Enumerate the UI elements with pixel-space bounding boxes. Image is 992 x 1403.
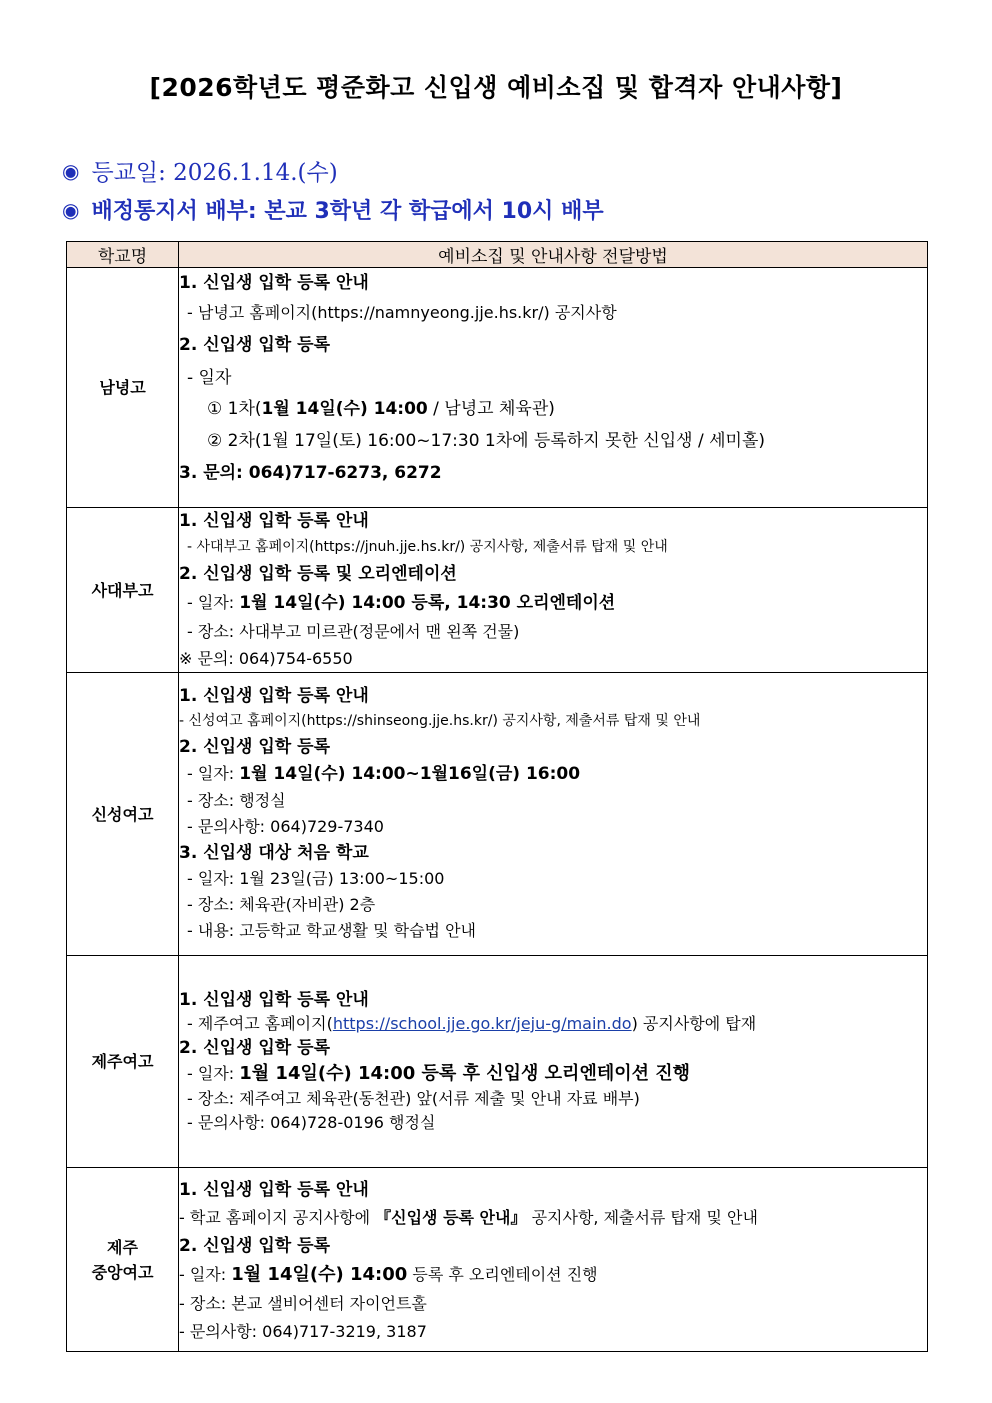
section-heading: 2. 신입생 입학 등록 [179, 737, 330, 757]
section-heading: 2. 신입생 입학 등록 [179, 335, 330, 355]
detail-text: - 일자: [187, 764, 240, 783]
detail-line: - 내용: 고등학교 학교생활 및 학습법 안내 [187, 921, 476, 940]
school-name: 남녕고 [67, 268, 179, 508]
detail-line: - 장소: 행정실 [187, 791, 286, 810]
school-details [179, 673, 928, 956]
detail-text: ① 1차( [207, 399, 262, 419]
section-heading: 1. 신입생 입학 등록 안내 [179, 511, 369, 531]
detail-line: - 문의사항: 064)729-7340 [187, 817, 384, 836]
school-details [179, 956, 928, 1168]
detail-emphasis: 1월 14일(수) 14:00 [261, 399, 428, 419]
header-school: 학교명 [67, 242, 179, 268]
detail-line: - 일자 [187, 368, 232, 388]
detail-line: - 장소: 본교 샐비어센터 자이언트홀 [179, 1294, 427, 1313]
circled-dot-icon: ◉ [62, 197, 80, 222]
table-row [67, 508, 928, 673]
school-name-line: 중앙여고 [91, 1262, 154, 1282]
school-details [179, 1168, 928, 1352]
document-title: [2026학년도 평준화고 신입생 예비소집 및 합격자 안내사항] [149, 73, 843, 102]
table-row [67, 956, 928, 1168]
detail-line: - 신성여고 홈페이지(https://shinseong.jje.hs.kr/) 공지사항, 제출서류 탑재 및 안내 [179, 713, 701, 729]
school-name: 제주여고 [67, 956, 179, 1168]
bullet-attendance-date [62, 154, 338, 187]
table-row [67, 673, 928, 956]
detail-text: - 학교 홈페이지 공지사항에 [179, 1208, 376, 1227]
detail-text: - 일자: [179, 1265, 232, 1284]
table-header-row [67, 242, 928, 268]
detail-text: 공지사항, 제출서류 탑재 및 안내 [526, 1208, 758, 1227]
detail-line [179, 1204, 927, 1232]
detail-line: - 남녕고 홈페이지(https://namnyeong.jje.hs.kr/) 공지사항 [187, 303, 617, 322]
detail-line: ※ 문의: 064)754-6550 [179, 649, 353, 668]
detail-line: ② 2차(1월 17일(토) 16:00~17:30 1차에 등록하지 못한 신입생 / 세미홀) [207, 431, 766, 451]
detail-text: 3. 문의: [179, 463, 249, 483]
detail-line [179, 760, 927, 788]
school-name: 사대부고 [67, 508, 179, 673]
detail-line: - 문의사항: 064)728-0196 행정실 [187, 1113, 436, 1132]
section-heading: 2. 신입생 입학 등록 및 오리엔테이션 [179, 564, 457, 584]
detail-line: - 장소: 사대부고 미르관(정문에서 맨 왼쪽 건물) [187, 622, 520, 641]
school-name-line: 제주 [107, 1237, 138, 1257]
detail-text: - 일자: [187, 869, 240, 888]
table-row [67, 268, 928, 508]
detail-line: - 사대부고 홈페이지(https://jnuh.jje.hs.kr/) 공지사항, 제출서류 탑재 및 안내 [187, 539, 668, 555]
bullet-assignment-notice [62, 194, 604, 225]
detail-text: ) 공지사항에 탑재 [631, 1014, 757, 1033]
detail-line [179, 1260, 927, 1290]
detail-line [179, 866, 927, 892]
bullet-text: 등교일: 2026.1.14.(수) [91, 160, 338, 186]
detail-line: - 장소: 제주여고 체육관(동천관) 앞(서류 제출 및 안내 자료 배부) [187, 1089, 640, 1108]
detail-line [179, 1012, 927, 1036]
section-heading: 3. 신입생 대상 처음 학교 [179, 843, 369, 863]
homepage-link[interactable]: https://school.jje.go.kr/jeju-g/main.do [332, 1014, 632, 1033]
detail-text: - 일자: [187, 593, 240, 612]
section-heading: 1. 신입생 입학 등록 안내 [179, 273, 369, 293]
school-details [179, 508, 928, 673]
detail-emphasis: 『신입생 등록 안내』 [375, 1208, 527, 1227]
detail-text: - 문의사항: [179, 1322, 263, 1341]
section-heading: 2. 신입생 입학 등록 [179, 1236, 330, 1256]
detail-emphasis: 1월 14일(수) 14:00 등록, 14:30 오리엔테이션 [239, 593, 616, 613]
detail-line [179, 394, 927, 425]
detail-line [179, 1318, 927, 1346]
circled-dot-icon: ◉ [62, 158, 80, 183]
detail-emphasis: 1월 23일(금) 13:00~15:00 [239, 869, 445, 888]
school-name [67, 1168, 179, 1352]
detail-text: 등록 후 오리엔테이션 진행 [407, 1265, 598, 1284]
section-heading: 1. 신입생 입학 등록 안내 [179, 1180, 369, 1200]
detail-emphasis: 1월 14일(수) 14:00~1월16일(금) 16:00 [239, 764, 581, 784]
section-heading: 1. 신입생 입학 등록 안내 [179, 990, 369, 1010]
detail-emphasis: 1월 14일(수) 14:00 등록 후 신입생 오리엔테이션 진행 [239, 1063, 691, 1084]
detail-line: - 장소: 체육관(자비관) 2층 [187, 895, 376, 914]
contact-number: 064)717-6273, 6272 [248, 463, 442, 483]
bullet-text: 배정통지서 배부: 본교 3학년 각 학급에서 10시 배부 [91, 199, 604, 224]
notice-table [66, 241, 928, 1352]
detail-text: - 일자: [187, 1064, 240, 1083]
contact-number: 064)717-3219, 3187 [262, 1322, 427, 1341]
detail-text: / 남녕고 체육관) [427, 399, 555, 419]
header-method: 예비소집 및 안내사항 전달방법 [179, 242, 928, 268]
table-row [67, 1168, 928, 1352]
detail-line [179, 1061, 927, 1087]
detail-emphasis: 1월 14일(수) 14:00 [231, 1264, 408, 1285]
section-heading: 1. 신입생 입학 등록 안내 [179, 686, 369, 706]
section-heading: 2. 신입생 입학 등록 [179, 1038, 330, 1058]
school-details [179, 268, 928, 508]
detail-line [179, 588, 927, 618]
section-heading [179, 458, 927, 488]
school-name: 신성여고 [67, 673, 179, 956]
detail-text: - 제주여고 홈페이지( [187, 1014, 333, 1033]
